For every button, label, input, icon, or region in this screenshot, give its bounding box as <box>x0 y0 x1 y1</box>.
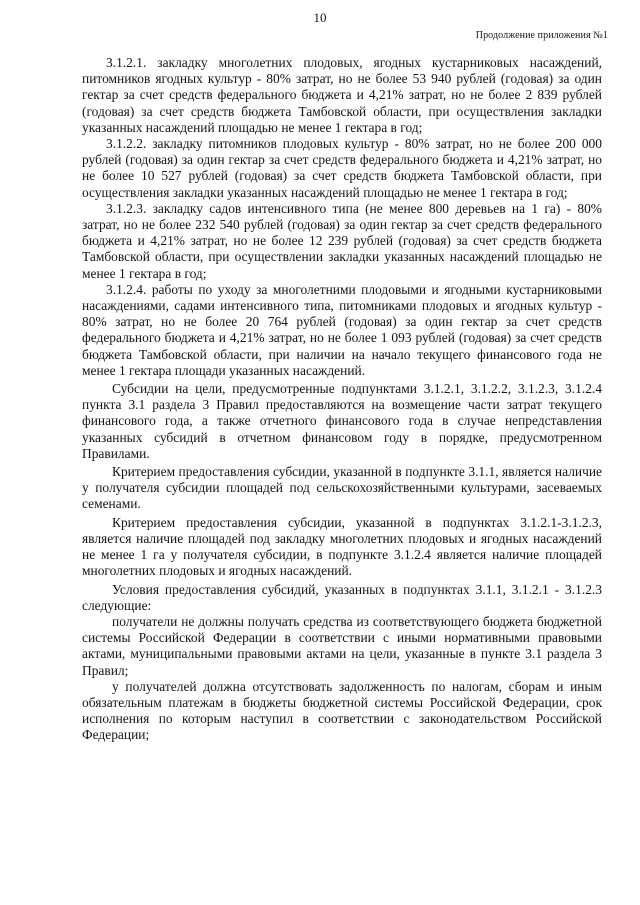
paragraph-condition-no-other-funds: получатели не должны получать средства из соответствующего бюджета бюджетной системы Российской Федерации в соответствии с иными нормативными правовыми актами, муниципальными правовыми актами на цели, указанные в пункте 3.1 раздела 3 Правил; <box>82 613 602 678</box>
paragraph-condition-no-tax-debt: у получателей должна отсутствовать задолженность по налогам, сборам и иным обязательным платежам в бюджеты бюджетной системы Российской Федерации, срок исполнения по которым наступил в соответствии с законодательством Российской Федерации; <box>82 678 602 743</box>
paragraph-3-1-2-4: 3.1.2.4. работы по уходу за многолетними плодовыми и ягодными кустарниковыми насаждениями, садами интенсивного типа, питомниками плодовых и ягодных культур - 80% затрат, но не более 20 764 рублей (годовая) за один гектар за счет средств федерального бюджета и 4,21% затрат, но не более 1 093 рублей (годовая) за счет средств бюджета Тамбовской области, при наличии на начало текущего финансового года не менее 1 гектара площади указанных насаждений. <box>82 281 602 378</box>
paragraph-3-1-2-3: 3.1.2.3. закладку садов интенсивного типа (не менее 800 деревьев на 1 га) - 80% затрат, но не более 232 540 рублей (годовая) за один гектар за счет средств федерального бюджета и 4,21% затрат, но не более 12 239 рублей (годовая) за счет средств бюджета Тамбовской области, при осуществлении закладки указанных насаждений площадью не менее 1 гектара в год; <box>82 200 602 281</box>
paragraph-conditions-intro: Условия предоставления субсидий, указанных в подпунктах 3.1.1, 3.1.2.1 - 3.1.2.3 следующие: <box>82 581 602 613</box>
paragraph-criterion-3-1-2: Критерием предоставления субсидии, указанной в подпунктах 3.1.2.1-3.1.2.3, является наличие площадей под закладку многолетних плодовых и ягодных насаждений не менее 1 га у получателя субсидии, в подпункте 3.1.2.4 является наличие площадей многолетних плодовых и ягодных насаждений. <box>82 514 602 579</box>
paragraph-3-1-2-1: 3.1.2.1. закладку многолетних плодовых, ягодных кустарниковых насаждений, питомников ягодных культур - 80% затрат, но не более 53 940 рублей (годовая) за один гектар за счет средств федерального бюджета и 4,21% затрат, но не более 2 839 рублей (годовая) за счет средств бюджета Тамбовской области, при осуществления закладки указанных насаждений площадью не менее 1 гектара в год; <box>82 55 602 135</box>
document-body <box>82 55 602 744</box>
paragraph-subsidy-purposes: Субсидии на цели, предусмотренные подпунктами 3.1.2.1, 3.1.2.2, 3.1.2.3, 3.1.2.4 пункта 3.1 раздела 3 Правил предоставляются на возмещение части затрат текущего финансового года, а также отчетного финансового года в случае непредставления указанных субсидий в отчетном финансовом году в порядке, предусмотренном Правилами. <box>82 381 602 461</box>
paragraph-3-1-2-2: 3.1.2.2. закладку питомников плодовых культур - 80% затрат, но не более 200 000 рублей (годовая) за один гектар за счет средств федерального бюджета и 4,21% затрат, но не более 10 527 рублей (годовая) за счет средств бюджета Тамбовской области, при осуществления закладки указанных насаждений площадью не менее 1 гектара в год; <box>82 136 602 200</box>
page-number: 10 <box>313 10 327 25</box>
paragraph-criterion-3-1-1: Критерием предоставления субсидии, указанной в подпункте 3.1.1, является наличие у получателя субсидии площадей под сельскохозяйственными культурами, засеваемых семенами. <box>82 464 602 512</box>
appendix-note: Продолжение приложения №1 <box>475 30 608 41</box>
